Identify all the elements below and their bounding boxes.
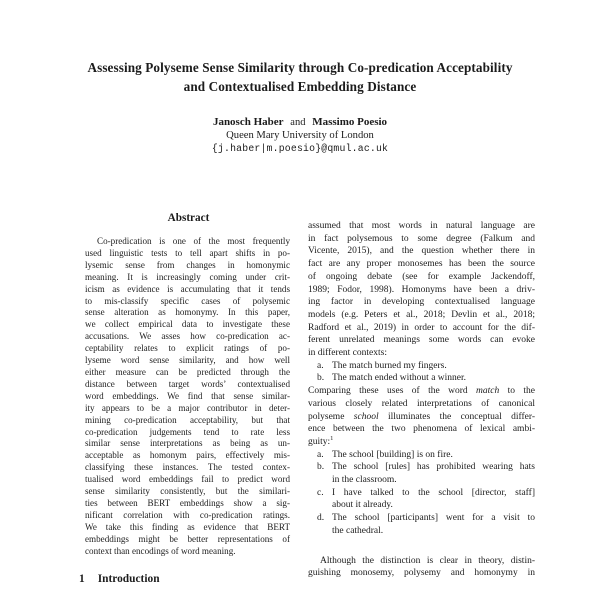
text-line: The school [rules] has prohibited wearing hats <box>332 462 535 473</box>
example-label: b. <box>317 462 325 473</box>
text-line <box>308 411 535 424</box>
text-line: mining co-predication acceptability, but that <box>85 414 290 425</box>
text-line: guishing monosemy, polysemy and homonymy in <box>308 568 535 579</box>
text-line: word embeddings. We find that sense similar- <box>85 390 290 401</box>
text-line: in fact polysemous to some degree (Falkum and <box>308 233 535 244</box>
text-line: about it already. <box>332 500 393 511</box>
text-line: nificant correlation with co-predication ratings. <box>85 509 290 520</box>
example-item <box>317 372 535 385</box>
example-item <box>317 512 535 537</box>
text-line: We take this finding as evidence that BERT <box>85 521 290 532</box>
text-line: lysemic sense from changes in homonymic <box>85 259 290 270</box>
example-list-match <box>317 360 535 385</box>
italic-term: school <box>353 411 379 422</box>
paragraph-comparing <box>308 385 535 449</box>
text-line: similar sense interpretations as being as un- <box>85 438 290 449</box>
example-label: b. <box>317 373 325 384</box>
author-name-2: Massimo Poesio <box>312 116 388 128</box>
example-text <box>332 512 535 537</box>
example-text <box>332 449 535 462</box>
paragraph-continuation <box>308 220 535 360</box>
section-title: Introduction <box>97 573 160 586</box>
example-label: a. <box>317 449 324 460</box>
text-segment: guity: <box>308 436 331 447</box>
example-text <box>332 461 535 486</box>
text-line: Assessing Polyseme Sense Similarity through Co-predication Acceptability <box>87 60 513 75</box>
text-line: and Contextualised Embedding Distance <box>183 79 417 94</box>
section-number: 1 <box>79 573 85 586</box>
text-line: fact are any proper monosemes has been the source <box>308 259 535 270</box>
footnote-marker: 1 <box>330 434 334 442</box>
text-line: either measure can be predicted through the <box>85 366 290 377</box>
author-name-1: Janosch Haber <box>212 116 284 128</box>
paper-title <box>40 58 560 96</box>
text-line: the cathedral. <box>332 525 384 536</box>
text-line: classifying these instances. The tested contex- <box>85 462 290 473</box>
text-line: models (e.g. Peters et al., 2018; Devlin et al., 2018; <box>308 309 535 320</box>
text-line <box>308 385 535 398</box>
text-line: context than encodings of word meaning. <box>85 545 236 556</box>
text-line <box>308 436 535 449</box>
text-line: assumed that most words in natural language are <box>308 221 535 231</box>
text-line: ceptability relates to explicit ratings of po- <box>85 343 290 354</box>
text-segment: polyseme <box>308 411 354 422</box>
example-label: a. <box>317 360 324 371</box>
text-line: co-predication judgements tend to rate less <box>85 426 290 437</box>
text-line: 1989; Fodor, 1998). Homonyms have been a driv- <box>308 284 535 295</box>
example-text <box>332 487 535 512</box>
example-item <box>317 461 535 486</box>
text-line: The school [building] is on fire. <box>332 449 453 460</box>
text-line: in the classroom. <box>332 475 397 486</box>
text-line: embeddings might be better representations of <box>85 533 290 544</box>
text-line: lyseme word sense similarity, and how well <box>85 355 290 366</box>
example-list-school <box>317 449 535 538</box>
authors-line <box>0 116 600 128</box>
example-item <box>317 360 535 373</box>
text-segment: to the <box>499 386 536 397</box>
text-line: icism as evidence is accumulating that it tends <box>85 283 290 294</box>
example-item <box>317 449 535 462</box>
text-line: meaning. It is increasingly coming under crit- <box>85 271 290 282</box>
text-segment: Comparing these uses of the word <box>308 386 477 397</box>
text-line: Although the distinction is clear in theory, distin- <box>320 555 535 566</box>
text-line: Co-predication is one of the most frequently <box>97 236 290 246</box>
example-label: c. <box>317 487 324 498</box>
text-line: used linguistic tests to tell apart shifts in po- <box>85 247 290 258</box>
example-text: The match burned my fingers. <box>332 360 447 371</box>
example-text: The match ended without a winner. <box>332 373 467 384</box>
example-label: d. <box>317 513 325 524</box>
text-line: sense similarity consistently, but the similari- <box>85 486 290 497</box>
section-heading-introduction <box>75 573 302 585</box>
text-line: of ongoing debate (see for example Jackendoff, <box>308 271 535 282</box>
italic-term: match <box>476 386 500 397</box>
text-line: in different contexts: <box>308 348 387 359</box>
affiliation: Queen Mary University of London <box>226 130 374 141</box>
example-item <box>317 487 535 512</box>
text-line: The school [participants] went for a visit to <box>332 513 535 524</box>
text-line: sense alteration as homonymy. In this paper, <box>85 307 290 318</box>
text-line: accusations. We asses how co-predication ac- <box>85 331 290 342</box>
text-line: various closely related interpretations of canonical <box>308 398 535 409</box>
text-line: to mis-classify specific cases of polysemic <box>85 295 290 306</box>
text-line: we collect empirical data to investigate these <box>85 319 290 330</box>
text-line: ferent unrelated meanings some words can evoke <box>308 335 535 346</box>
text-line: tualised word embeddings fail to predict word <box>85 474 290 485</box>
left-column <box>75 212 302 585</box>
text-line: ence between the two phenomena of lexical ambi- <box>308 424 535 435</box>
text-line: Radford et al., 2019) in order to account for the dif- <box>308 322 535 333</box>
text-line: ing factor in developing contextualised language <box>308 297 535 308</box>
text-line: acceptable as homonym pairs, effectively mis- <box>85 450 290 461</box>
paragraph-although <box>308 555 535 580</box>
abstract-heading: Abstract <box>167 212 210 224</box>
text-line: Vicente, 2015), and the question whether there in <box>308 246 535 257</box>
text-line: ties between BERT embeddings show a sig- <box>85 497 290 508</box>
abstract-body <box>85 236 290 557</box>
authors-and: and <box>290 117 306 128</box>
text-segment: illuminates the conceptual differ- <box>378 411 535 422</box>
right-column <box>308 220 535 580</box>
author-emails: {j.haber|m.poesio}@qmul.ac.uk <box>211 143 389 154</box>
text-line: I have talked to the school [director, staff] <box>332 487 535 498</box>
text-line: ity appears to be a major contributor in deter- <box>85 402 290 413</box>
text-line: distance between target words’ contextualised <box>85 378 290 389</box>
